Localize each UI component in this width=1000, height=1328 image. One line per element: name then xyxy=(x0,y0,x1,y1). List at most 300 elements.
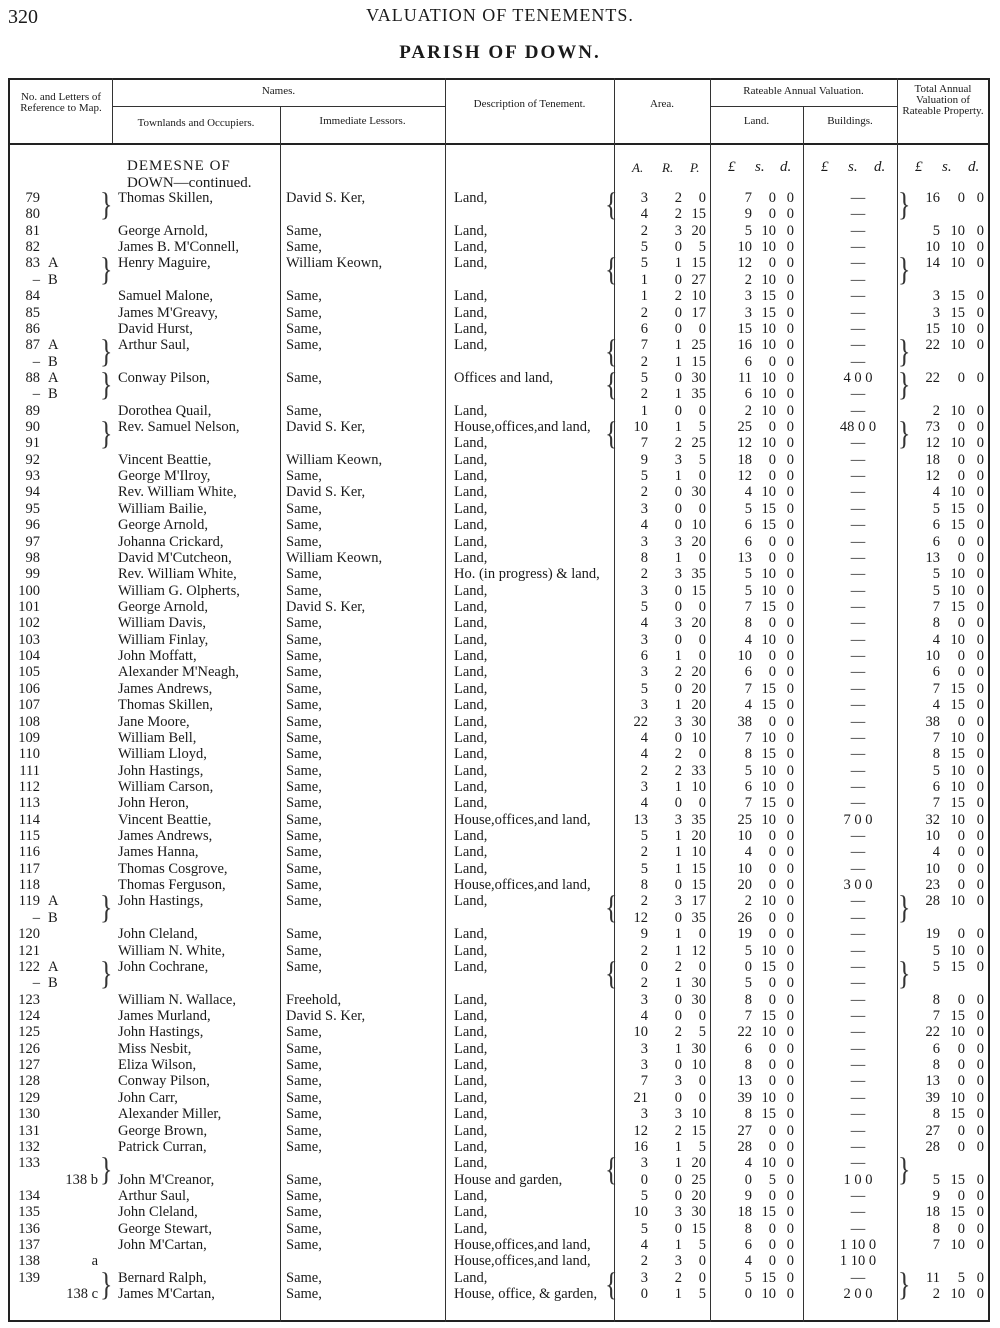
total-pounds: 7 xyxy=(932,680,940,697)
buildings-value: — xyxy=(850,926,866,943)
map-ref: 126 xyxy=(18,1040,40,1057)
total-pounds: 14 xyxy=(925,255,940,272)
total-shillings: 15 xyxy=(950,1106,965,1123)
tenement-description: Land, xyxy=(454,549,488,566)
area-roods: 0 xyxy=(674,239,682,256)
area-acres: 6 xyxy=(640,320,648,337)
occupier-name: William Finlay, xyxy=(118,631,209,648)
area-roods: 1 xyxy=(674,1155,682,1172)
brace-mark: } xyxy=(898,415,911,452)
area-perches: 0 xyxy=(698,1008,706,1024)
total-shillings: 10 xyxy=(950,631,965,648)
header-area: Area. xyxy=(649,98,675,110)
land-shillings: 0 xyxy=(768,664,776,681)
area-roods: 3 xyxy=(674,222,682,239)
area-acres: 2 xyxy=(640,762,648,779)
total-pence: 0 xyxy=(976,255,984,272)
total-pounds: 10 xyxy=(925,860,940,877)
area-perches: 0 xyxy=(698,500,706,517)
buildings-value: — xyxy=(850,648,866,665)
total-shillings: 0 xyxy=(957,991,965,1008)
brace-mark: } xyxy=(100,415,113,452)
area-perches: 5 xyxy=(698,1286,706,1303)
total-shillings: 0 xyxy=(957,844,965,861)
area-roods: 2 xyxy=(674,958,682,975)
tenement-description: Land, xyxy=(454,1269,488,1286)
area-roods: 1 xyxy=(674,975,682,992)
brace-mark: } xyxy=(100,251,113,288)
buildings-value: — xyxy=(850,975,866,992)
map-ref: 117 xyxy=(18,860,40,877)
table-row xyxy=(8,1270,990,1286)
total-pounds: 11 xyxy=(926,1269,940,1286)
section-heading xyxy=(127,158,252,192)
occupier-name: George M'Ilroy, xyxy=(118,468,211,485)
area-acres: 1 xyxy=(640,288,648,305)
land-pence: 0 xyxy=(786,222,794,239)
buildings-value: — xyxy=(850,599,866,615)
table-row xyxy=(8,255,990,271)
lessor-name: Same, xyxy=(286,1122,322,1139)
occupier-name: Thomas Skillen, xyxy=(118,190,214,206)
land-pence: 0 xyxy=(786,1220,794,1237)
land-pence: 0 xyxy=(786,1057,794,1074)
area-roods: 0 xyxy=(674,1171,682,1188)
area-perches: 25 xyxy=(691,337,706,354)
area-roods: 2 xyxy=(674,435,682,452)
total-pence: 0 xyxy=(976,1220,984,1237)
total-pounds: 5 xyxy=(932,1171,940,1188)
area-roods: 0 xyxy=(674,909,682,926)
map-ref: 94 xyxy=(25,484,40,501)
land-pence: 0 xyxy=(786,811,794,828)
buildings-value: — xyxy=(850,991,866,1008)
total-pounds: 39 xyxy=(925,1089,940,1106)
land-pence: 0 xyxy=(786,664,794,681)
map-ref: 97 xyxy=(25,533,40,550)
buildings-value: 1 10 0 xyxy=(839,1253,877,1270)
land-pounds: 5 xyxy=(744,582,752,599)
land-shillings: 15 xyxy=(761,1204,776,1221)
land-shillings: 0 xyxy=(768,877,776,894)
land-shillings: 10 xyxy=(761,729,776,746)
lessor-name: Same, xyxy=(286,304,322,321)
area-acres: 2 xyxy=(640,975,648,992)
total-shillings: 0 xyxy=(957,1073,965,1090)
land-pence: 0 xyxy=(786,844,794,861)
total-pounds: 19 xyxy=(925,926,940,943)
area-perches: 0 xyxy=(698,648,706,665)
land-pence: 0 xyxy=(786,615,794,632)
total-shillings: 10 xyxy=(950,435,965,452)
area-perches: 10 xyxy=(691,778,706,795)
land-pence: 0 xyxy=(786,206,794,223)
land-shillings: 10 xyxy=(761,893,776,910)
land-pounds: 2 xyxy=(744,271,752,288)
map-ref: 128 xyxy=(18,1073,40,1090)
tenement-description: Land, xyxy=(454,1220,488,1237)
land-pence: 0 xyxy=(786,337,794,354)
tenement-description: House,offices,and land, xyxy=(454,1253,591,1270)
total-pence: 0 xyxy=(976,190,984,206)
map-ref: 90 xyxy=(25,419,40,436)
area-roods: 2 xyxy=(674,206,682,223)
map-ref: 112 xyxy=(18,778,40,795)
land-pounds: 2 xyxy=(744,893,752,910)
area-perches: 20 xyxy=(691,664,706,681)
total-pounds: 2 xyxy=(932,1286,940,1303)
land-shillings: 0 xyxy=(768,1073,776,1090)
total-shillings: 10 xyxy=(950,582,965,599)
total-pounds: 27 xyxy=(925,1122,940,1139)
tenement-description: Land, xyxy=(454,222,488,239)
total-pence: 0 xyxy=(976,402,984,419)
area-roods: 0 xyxy=(674,320,682,337)
area-roods: 0 xyxy=(674,304,682,321)
area-acres: 2 xyxy=(640,1253,648,1270)
area-acres: 5 xyxy=(640,1187,648,1204)
total-shillings: 0 xyxy=(957,648,965,665)
total-pounds: 8 xyxy=(932,746,940,763)
lessor-name: David S. Ker, xyxy=(286,599,366,615)
area-roods: 1 xyxy=(674,419,682,436)
lessor-name: Same, xyxy=(286,778,322,795)
tenement-description: Land, xyxy=(454,1008,488,1024)
lessor-name: Same, xyxy=(286,566,322,583)
total-pounds: 5 xyxy=(932,958,940,975)
brace-mark: } xyxy=(898,366,911,403)
header-names: Names. xyxy=(261,85,296,97)
section-title: DEMESNE OF xyxy=(127,158,231,174)
land-pounds: 5 xyxy=(744,942,752,959)
land-shillings: 10 xyxy=(761,942,776,959)
tenement-description: Land, xyxy=(454,1057,488,1074)
area-roods: 2 xyxy=(674,1269,682,1286)
map-ref: 121 xyxy=(18,942,40,959)
table-row xyxy=(8,419,990,435)
area-roods: 0 xyxy=(674,1089,682,1106)
area-acres: 10 xyxy=(633,1024,648,1041)
total-pence: 0 xyxy=(976,599,984,615)
tenement-description: Land, xyxy=(454,1106,488,1123)
tenement-description: Land, xyxy=(454,468,488,485)
total-shillings: 10 xyxy=(950,484,965,501)
total-shillings: 0 xyxy=(957,549,965,566)
tenement-description: Land, xyxy=(454,631,488,648)
area-acres: 4 xyxy=(640,1008,648,1024)
brace-mark: { xyxy=(605,366,618,403)
total-pounds: 28 xyxy=(925,893,940,910)
total-shillings: 10 xyxy=(950,255,965,272)
area-roods: 1 xyxy=(674,353,682,370)
tenement-description: Land, xyxy=(454,484,488,501)
unit-bld-pound: £ xyxy=(821,159,829,175)
total-pounds: 38 xyxy=(925,713,940,730)
header-townlands: Townlands and Occupiers. xyxy=(137,117,255,129)
map-ref: 116 xyxy=(18,844,40,861)
area-roods: 0 xyxy=(674,795,682,812)
total-shillings: 0 xyxy=(957,451,965,468)
area-roods: 0 xyxy=(674,402,682,419)
area-acres: 5 xyxy=(640,599,648,615)
area-roods: 2 xyxy=(674,1024,682,1041)
land-shillings: 0 xyxy=(768,975,776,992)
tenement-description: Land, xyxy=(454,320,488,337)
buildings-value: 1 10 0 xyxy=(839,1237,877,1254)
land-shillings: 10 xyxy=(761,386,776,403)
area-roods: 1 xyxy=(674,1237,682,1254)
land-pounds: 19 xyxy=(737,926,752,943)
table-row xyxy=(8,1008,990,1024)
land-pounds: 6 xyxy=(744,778,752,795)
land-shillings: 10 xyxy=(761,582,776,599)
land-pounds: 28 xyxy=(737,1138,752,1155)
table-row xyxy=(8,730,990,746)
area-perches: 20 xyxy=(691,1155,706,1172)
land-shillings: 15 xyxy=(761,697,776,714)
lessor-name: Same, xyxy=(286,680,322,697)
occupier-name: James M'Greavy, xyxy=(118,304,218,321)
lessor-name: Same, xyxy=(286,648,322,665)
buildings-value: — xyxy=(850,746,866,763)
area-roods: 1 xyxy=(674,926,682,943)
buildings-value: — xyxy=(850,1204,866,1221)
land-pence: 0 xyxy=(786,1073,794,1090)
area-roods: 3 xyxy=(674,1106,682,1123)
total-pounds: 7 xyxy=(932,729,940,746)
table-row xyxy=(8,697,990,713)
tenement-description: Land, xyxy=(454,958,488,975)
header-description: Description of Tenement. xyxy=(473,98,586,110)
land-shillings: 10 xyxy=(761,1155,776,1172)
total-pounds: 6 xyxy=(932,778,940,795)
area-acres: 2 xyxy=(640,942,648,959)
total-shillings: 15 xyxy=(950,1171,965,1188)
area-acres: 3 xyxy=(640,991,648,1008)
total-shillings: 10 xyxy=(950,942,965,959)
table-row xyxy=(8,272,990,288)
land-pounds: 25 xyxy=(737,419,752,436)
land-pounds: 12 xyxy=(737,255,752,272)
area-acres: 2 xyxy=(640,844,648,861)
area-roods: 0 xyxy=(674,991,682,1008)
map-letter: B xyxy=(48,975,58,992)
land-pence: 0 xyxy=(786,239,794,256)
occupier-name: George Arnold, xyxy=(118,517,208,534)
total-shillings: 15 xyxy=(950,500,965,517)
total-shillings: 0 xyxy=(957,877,965,894)
area-acres: 21 xyxy=(633,1089,648,1106)
buildings-value: — xyxy=(850,680,866,697)
area-roods: 1 xyxy=(674,844,682,861)
total-pence: 0 xyxy=(976,664,984,681)
table-row xyxy=(8,239,990,255)
total-pence: 0 xyxy=(976,893,984,910)
map-ref: 130 xyxy=(18,1106,40,1123)
total-pence: 0 xyxy=(976,844,984,861)
area-roods: 2 xyxy=(674,288,682,305)
total-pence: 0 xyxy=(976,648,984,665)
total-shillings: 0 xyxy=(957,615,965,632)
area-acres: 3 xyxy=(640,1106,648,1123)
area-perches: 5 xyxy=(698,1024,706,1041)
map-ref: 89 xyxy=(25,402,40,419)
lessor-name: Same, xyxy=(286,533,322,550)
area-acres: 2 xyxy=(640,484,648,501)
total-pence: 0 xyxy=(976,958,984,975)
buildings-value: — xyxy=(850,582,866,599)
total-shillings: 10 xyxy=(950,1286,965,1303)
land-pounds: 0 xyxy=(744,958,752,975)
area-perches: 30 xyxy=(691,1040,706,1057)
area-acres: 2 xyxy=(640,222,648,239)
area-acres: 2 xyxy=(640,566,648,583)
land-pounds: 4 xyxy=(744,1155,752,1172)
map-ref: 103 xyxy=(18,631,40,648)
land-pounds: 6 xyxy=(744,1237,752,1254)
total-shillings: 0 xyxy=(957,1057,965,1074)
land-pounds: 4 xyxy=(744,484,752,501)
area-roods: 1 xyxy=(674,860,682,877)
area-perches: 0 xyxy=(698,599,706,615)
total-shillings: 15 xyxy=(950,288,965,305)
area-roods: 0 xyxy=(674,1057,682,1074)
tenement-description: Land, xyxy=(454,451,488,468)
total-pounds: 5 xyxy=(932,942,940,959)
buildings-value: — xyxy=(850,288,866,305)
occupier-name: John Cochrane, xyxy=(118,958,209,975)
buildings-value: — xyxy=(850,206,866,223)
land-pence: 0 xyxy=(786,697,794,714)
land-shillings: 0 xyxy=(768,909,776,926)
land-pounds: 8 xyxy=(744,991,752,1008)
total-shillings: 0 xyxy=(957,1187,965,1204)
tenement-description: Land, xyxy=(454,648,488,665)
total-pounds: 9 xyxy=(932,1187,940,1204)
total-pence: 0 xyxy=(976,1024,984,1041)
area-perches: 0 xyxy=(698,190,706,206)
area-acres: 3 xyxy=(640,1155,648,1172)
land-pounds: 15 xyxy=(737,320,752,337)
table-row xyxy=(8,354,990,370)
total-shillings: 10 xyxy=(950,566,965,583)
total-pounds: 7 xyxy=(932,599,940,615)
land-pence: 0 xyxy=(786,631,794,648)
total-pence: 0 xyxy=(976,1089,984,1106)
area-roods: 1 xyxy=(674,778,682,795)
total-pence: 0 xyxy=(976,566,984,583)
land-pence: 0 xyxy=(786,271,794,288)
tenement-description: Offices and land, xyxy=(454,369,554,386)
land-shillings: 0 xyxy=(768,1040,776,1057)
map-ref: – xyxy=(32,909,40,926)
total-pence: 0 xyxy=(976,1073,984,1090)
map-ref: 105 xyxy=(18,664,40,681)
unit-land-pound: £ xyxy=(728,159,736,175)
area-acres: 16 xyxy=(633,1138,648,1155)
area-roods: 3 xyxy=(674,811,682,828)
total-pence: 0 xyxy=(976,320,984,337)
total-shillings: 10 xyxy=(950,778,965,795)
brace-mark: { xyxy=(605,955,618,992)
occupier-name: Patrick Curran, xyxy=(118,1138,207,1155)
land-pence: 0 xyxy=(786,1253,794,1270)
land-shillings: 0 xyxy=(768,860,776,877)
land-pence: 0 xyxy=(786,975,794,992)
table-row xyxy=(8,534,990,550)
area-perches: 20 xyxy=(691,697,706,714)
tenement-description: Land, xyxy=(454,680,488,697)
land-pounds: 10 xyxy=(737,239,752,256)
total-pence: 0 xyxy=(976,484,984,501)
land-pounds: 7 xyxy=(744,1008,752,1024)
map-ref: 119 xyxy=(18,893,40,910)
occupier-name: James Andrews, xyxy=(118,828,213,845)
occupier-name: Thomas Skillen, xyxy=(118,697,214,714)
area-perches: 0 xyxy=(698,631,706,648)
tenement-description: Land, xyxy=(454,664,488,681)
map-letter: A xyxy=(48,337,59,354)
buildings-value: 4 0 0 xyxy=(843,369,873,386)
map-ref: 95 xyxy=(25,500,40,517)
map-ref: 106 xyxy=(18,680,40,697)
total-pence: 0 xyxy=(976,1237,984,1254)
area-acres: 12 xyxy=(633,1122,648,1139)
area-acres: 9 xyxy=(640,926,648,943)
occupier-name: William Bailie, xyxy=(118,500,207,517)
land-pounds: 3 xyxy=(744,304,752,321)
map-ref: 88 xyxy=(25,369,40,386)
land-shillings: 10 xyxy=(761,435,776,452)
table-row xyxy=(8,1041,990,1057)
area-perches: 35 xyxy=(691,386,706,403)
land-pence: 0 xyxy=(786,1008,794,1024)
map-subref: 138 c xyxy=(66,1286,98,1303)
table-row xyxy=(8,1221,990,1237)
area-roods: 1 xyxy=(674,337,682,354)
buildings-value: — xyxy=(850,1155,866,1172)
total-shillings: 15 xyxy=(950,680,965,697)
total-pence: 0 xyxy=(976,828,984,845)
tenement-description: Land, xyxy=(454,828,488,845)
lessor-name: David S. Ker, xyxy=(286,484,366,501)
land-pounds: 11 xyxy=(738,369,752,386)
table-row xyxy=(8,305,990,321)
total-pounds: 3 xyxy=(932,288,940,305)
occupier-name: John Hastings, xyxy=(118,1024,204,1041)
land-pounds: 3 xyxy=(744,288,752,305)
land-pounds: 8 xyxy=(744,1220,752,1237)
total-shillings: 10 xyxy=(950,1089,965,1106)
tenement-description: Land, xyxy=(454,190,488,206)
land-shillings: 10 xyxy=(761,271,776,288)
total-shillings: 15 xyxy=(950,517,965,534)
total-pence: 0 xyxy=(976,517,984,534)
land-shillings: 15 xyxy=(761,1008,776,1024)
lessor-name: Same, xyxy=(286,795,322,812)
area-perches: 30 xyxy=(691,713,706,730)
occupier-name: David M'Cutcheon, xyxy=(118,549,232,566)
land-shillings: 0 xyxy=(768,926,776,943)
area-perches: 0 xyxy=(698,958,706,975)
land-pounds: 8 xyxy=(744,615,752,632)
brace-mark: } xyxy=(100,889,113,926)
total-pence: 0 xyxy=(976,926,984,943)
total-shillings: 0 xyxy=(957,369,965,386)
land-shillings: 10 xyxy=(761,631,776,648)
area-perches: 0 xyxy=(698,402,706,419)
area-acres: 4 xyxy=(640,1237,648,1254)
